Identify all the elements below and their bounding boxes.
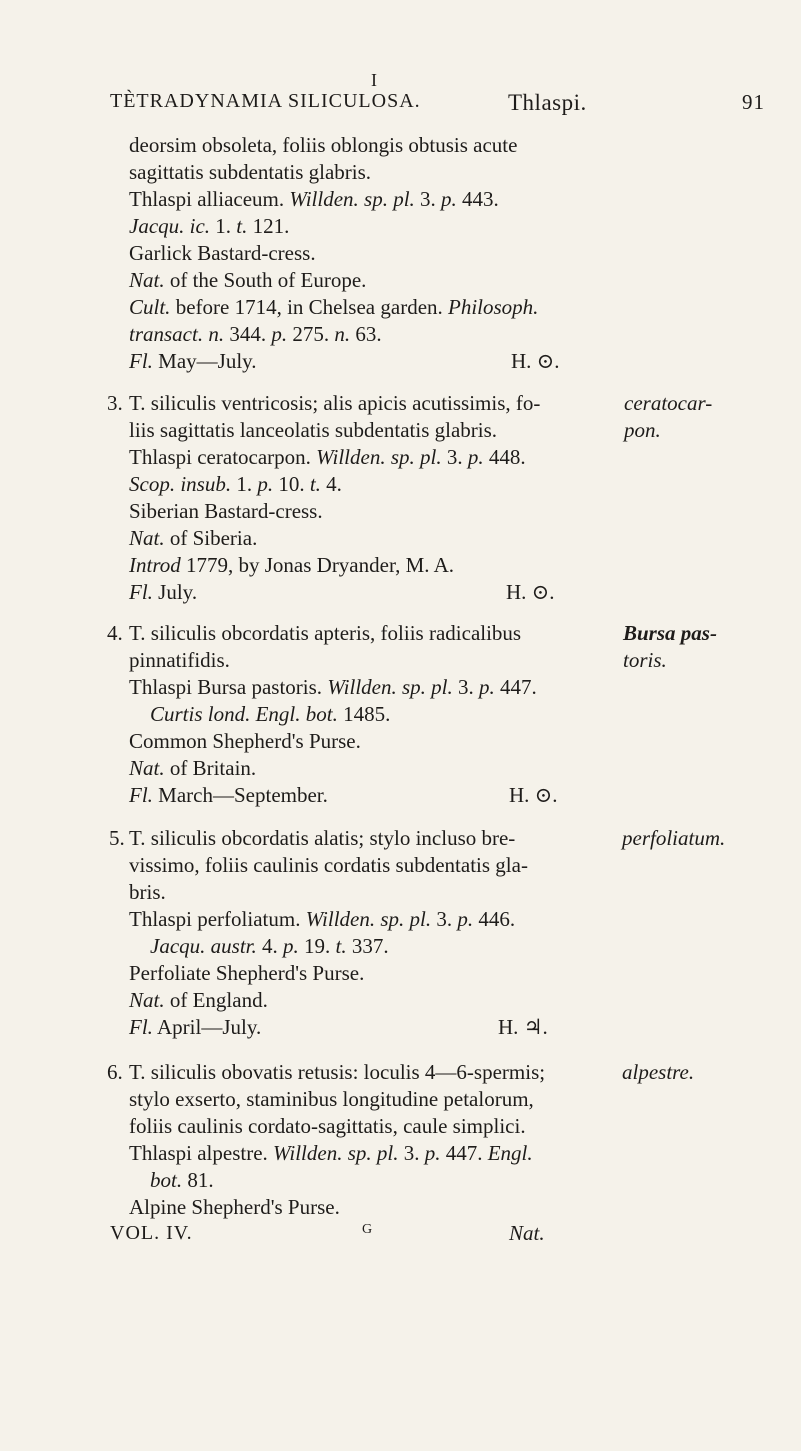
habit-symbol: H. ⊙.: [509, 783, 558, 807]
entry-line: deorsim obsoleta, foliis oblongis obtusis acute: [129, 133, 518, 157]
entry-line: sagittatis subdentatis glabris.: [129, 160, 372, 184]
entry-number: 6.: [107, 1060, 123, 1084]
entry-line: T. siliculis obcordatis apteris, foliis radicalibus: [129, 621, 522, 645]
entry-line: Scop. insub. 1. p. 10. t. 4.: [129, 472, 342, 496]
entry-line: Thlaspi perfoliatum. Willden. sp. pl. 3. p. 446.: [129, 907, 516, 931]
entry-line: transact. n. 344. p. 275. n. 63.: [129, 322, 382, 346]
entry-line: Nat. of the South of Europe.: [129, 268, 367, 292]
entry-line: Fl. May—July.: [129, 349, 257, 373]
catchword: Nat.: [509, 1221, 545, 1245]
margin-epithet: alpestre.: [622, 1060, 695, 1084]
page-mark: I: [371, 70, 377, 90]
entry-line: Fl. March—September.: [129, 783, 328, 807]
entry-line: Curtis lond. Engl. bot. 1485.: [150, 702, 391, 726]
entry-line: stylo exserto, staminibus longitudine petalorum,: [129, 1087, 534, 1111]
entry-number: 4.: [107, 621, 123, 645]
entry-line: foliis caulinis cordato-sagittatis, caule simplici.: [129, 1114, 526, 1138]
entry-line: Siberian Bastard-cress.: [129, 499, 323, 523]
page-number: 91: [742, 90, 765, 114]
signature-mark: G: [362, 1222, 373, 1237]
volume-label: VOL. IV.: [110, 1222, 193, 1244]
entry-line: Nat. of England.: [129, 988, 268, 1012]
entry-line: Thlaspi Bursa pastoris. Willden. sp. pl. 3. p. 447.: [129, 675, 537, 699]
entry-line: Perfoliate Shepherd's Purse.: [129, 961, 365, 985]
habit-symbol: H. ⊙.: [506, 580, 555, 604]
entry-line: Jacqu. ic. 1. t. 121.: [129, 214, 290, 238]
habit-symbol: H. ♃.: [498, 1015, 548, 1039]
entry-line: Garlick Bastard-cress.: [129, 241, 316, 265]
entry-line: T. siliculis obovatis retusis: loculis 4—6-spermis;: [129, 1060, 546, 1084]
margin-epithet: toris.: [623, 648, 667, 672]
entry-line: Cult. before 1714, in Chelsea garden. Philosoph.: [129, 295, 539, 319]
entry-line: liis sagittatis lanceolatis subdentatis glabris.: [129, 418, 498, 442]
entry-line: Nat. of Britain.: [129, 756, 257, 780]
entry-line: Jacqu. austr. 4. p. 19. t. 337.: [150, 934, 389, 958]
entry-line: bot. 81.: [150, 1168, 214, 1192]
entry-line: vissimo, foliis caulinis cordatis subdentatis gla-: [129, 853, 528, 877]
entry-number: 5.: [109, 826, 125, 850]
genus-title: Thlaspi.: [508, 90, 587, 115]
entry-line: Alpine Shepherd's Purse.: [129, 1195, 340, 1219]
habit-symbol: H. ⊙.: [511, 349, 560, 373]
entry-line: Fl. April—July.: [129, 1015, 262, 1039]
margin-epithet: ceratocar-: [624, 391, 713, 415]
entry-line: Thlaspi alliaceum. Willden. sp. pl. 3. p. 443.: [129, 187, 499, 211]
entry-line: Introd 1779, by Jonas Dryander, M. A.: [129, 553, 455, 577]
margin-epithet: pon.: [624, 418, 661, 442]
entry-line: Nat. of Siberia.: [129, 526, 258, 550]
entry-line: bris.: [129, 880, 166, 904]
entry-line: T. siliculis obcordatis alatis; stylo incluso bre-: [129, 826, 516, 850]
entry-number: 3.: [107, 391, 123, 415]
entry-line: Thlaspi ceratocarpon. Willden. sp. pl. 3. p. 448.: [129, 445, 526, 469]
entry-line: T. siliculis ventricosis; alis apicis acutissimis, fo-: [129, 391, 541, 415]
entry-line: Common Shepherd's Purse.: [129, 729, 361, 753]
entry-line: pinnatifidis.: [129, 648, 230, 672]
running-title: TÈTRADYNAMIA SILICULOSA.: [110, 90, 421, 112]
entry-line: Fl. July.: [129, 580, 198, 604]
margin-epithet: perfoliatum.: [622, 826, 726, 850]
entry-line: Thlaspi alpestre. Willden. sp. pl. 3. p. 447. Engl.: [129, 1141, 533, 1165]
margin-epithet: Bursa pas-: [623, 621, 717, 645]
